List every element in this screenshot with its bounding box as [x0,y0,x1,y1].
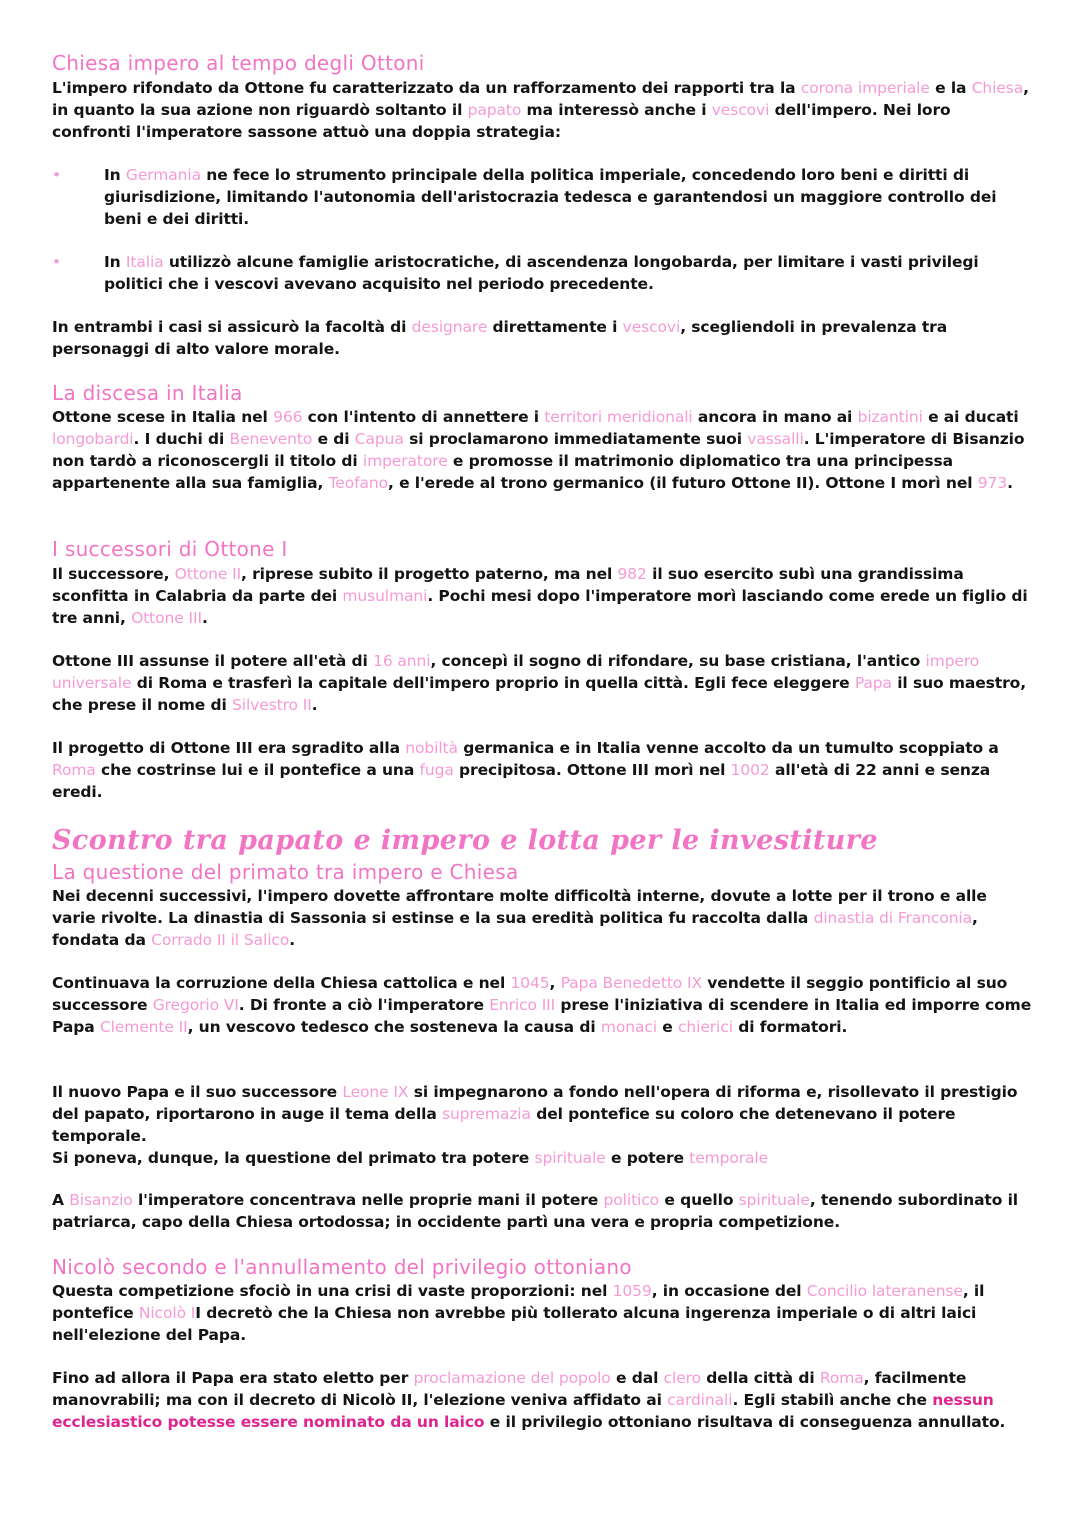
keyword-highlight: Roma [819,1369,864,1387]
paragraph [52,972,1032,1038]
keyword-highlight: imperatore [362,452,448,470]
text-run: . I duchi di [133,430,230,448]
text-run: il suo maestro, che prese il nome di [52,674,1026,714]
keyword-highlight: politico [603,1191,660,1209]
text-run: ancora in mano ai [692,408,858,426]
text-run: Il successore, [52,565,175,583]
text-run: ma interessò anche i [521,101,712,119]
text-run: In [104,166,126,184]
paragraph [52,406,1032,494]
keyword-highlight: monaci [600,1018,657,1036]
keyword-highlight: corona imperiale [800,79,930,97]
keyword-highlight: cardinali [667,1391,733,1409]
keyword-highlight: papato [467,101,522,119]
keyword-highlight: 982 [617,565,647,583]
keyword-highlight: 1002 [730,761,770,779]
text-run: ne fece lo strumento principale della politica imperiale, concedendo loro beni e diritti di giurisdizione, limitando l'autonomia dell'aristocrazia tedesca e garantendosi un maggiore controllo dei beni e dei diritti. [104,166,997,228]
text-run: e di [312,430,355,448]
keyword-highlight: proclamazione del popolo [413,1369,611,1387]
text-run: del pontefice su coloro che detenevano il potere temporale. [52,1105,956,1145]
text-run: della città di [700,1369,820,1387]
keyword-highlight: spirituale [534,1149,606,1167]
keyword-highlight: Papa [854,674,892,692]
keyword-highlight: Papa Benedetto IX [560,974,702,992]
text-run: che costrinse lui e il pontefice a una [95,761,420,779]
text-run: vendette il seggio pontificio al suo successore [52,974,1008,1014]
paragraph [52,1081,1032,1147]
keyword-highlight: Gregorio VI [152,996,239,1014]
keyword-highlight: longobardi [52,430,134,448]
text-run: l'imperatore concentrava nelle proprie mani il potere [132,1191,604,1209]
paragraph [52,737,1032,803]
keyword-highlight: Clemente II [99,1018,188,1036]
text-run: si proclamarono immediatamente suoi [403,430,748,448]
keyword-highlight: Leone IX [342,1083,409,1101]
text-run: e ai ducati [922,408,1019,426]
keyword-highlight: vassalli [747,430,804,448]
text-run: . L'imperatore di Bisanzio non tardò a riconoscergli il titolo di [52,430,1025,470]
keyword-highlight: Ottone III [131,609,202,627]
text-run: L'impero rifondato da Ottone fu caratterizzato da un rafforzamento dei rapporti tra la [52,79,801,97]
keyword-highlight: 1045 [510,974,550,992]
text-run: prese l'iniziativa di scendere in Italia ed imporre come Papa [52,996,1032,1036]
keyword-strong-highlight: nessun ecclesiastico potesse essere nominato da un laico [52,1391,994,1431]
paragraph [52,650,1032,716]
text-run: precipitosa. Ottone III morì nel [453,761,731,779]
paragraph [52,885,1032,951]
text-run: di formatori. [732,1018,848,1036]
text-run: , il pontefice [52,1282,985,1322]
paragraph [52,316,1032,360]
keyword-highlight: 16 anni [373,652,431,670]
text-run: dell'impero. Nei loro confronti l'imperatore sassone attuò una doppia strategia: [52,101,951,141]
text-run: e la [929,79,972,97]
paragraph [52,1367,1032,1433]
keyword-highlight: Teofano [328,474,388,492]
keyword-highlight: nobiltà [405,739,458,757]
section-title-primato: La questione del primato tra impero e Chiesa [52,860,519,884]
section-title-discesa: La discesa in Italia [52,381,243,405]
text-run: Ottone III assunse il potere all'età di [52,652,374,670]
text-run: Si poneva, dunque, la questione del primato tra potere [52,1149,535,1167]
chapter-title-scontro: Scontro tra papato e impero e lotta per le investiture [52,825,878,856]
section-title-successori: I successori di Ottone I [52,537,288,561]
paragraph [52,1280,1032,1346]
text-run: e potere [605,1149,690,1167]
text-run: I decretò che la Chiesa non avrebbe più tollerato alcuna ingerenza imperiale o di altri laici nell'elezione del Papa. [52,1304,977,1344]
keyword-highlight: fuga [419,761,454,779]
keyword-highlight: impero universale [52,652,980,692]
paragraph [52,1147,1032,1169]
keyword-highlight: Corrado II il Salico [151,931,290,949]
section-title-chiesa-impero: Chiesa impero al tempo degli Ottoni [52,51,425,75]
text-run: il suo esercito subì una grandissima sconfitta in Calabria da parte dei [52,565,964,605]
strategy-list [52,164,1032,230]
text-run: , scegliendoli in prevalenza tra personaggi di alto valore morale. [52,318,948,358]
text-run: , [549,974,561,992]
text-run: , facilmente manovrabili; ma con il decreto di Nicolò II, l'elezione veniva affidato ai [52,1369,967,1409]
text-run: , tenendo subordinato il patriarca, capo della Chiesa ortodossa; in occidente partì una vera e propria competizione. [52,1191,1019,1231]
text-run: e promosse il matrimonio diplomatico tra una principessa appartenente alla sua famiglia, [52,452,953,492]
text-run: utilizzò alcune famiglie aristocratiche, di ascendenza longobarda, per limitare i vasti privilegi politici che i vescovi avevano acquisito nel periodo precedente. [104,253,979,293]
bullet-dot: • [52,166,62,184]
keyword-highlight: Nicolò I [138,1304,196,1322]
keyword-highlight: spirituale [738,1191,810,1209]
text-run: Nei decenni successivi, l'impero dovette affrontare molte difficoltà interne, dovute a lotte per il trono e alle varie rivolte. La dinastia di Sassonia si estinse e la sua eredità politica fu raccolta dalla [52,887,987,927]
text-run: Il progetto di Ottone III era sgradito alla [52,739,406,757]
keyword-highlight: clero [663,1369,701,1387]
text-run: . Pochi mesi dopo l'imperatore morì lasciando come erede un figlio di tre anni, [52,587,1028,627]
text-run: , concepì il sogno di rifondare, su base cristiana, l'antico [430,652,926,670]
keyword-highlight: Chiesa [971,79,1024,97]
bullet-dot: • [52,253,62,271]
list-item-germania [52,164,1032,230]
keyword-highlight: 966 [273,408,303,426]
text-run: e [656,1018,678,1036]
text-run: con l'intento di annettere i [302,408,545,426]
text-run: . Di fronte a ciò l'imperatore [238,996,490,1014]
text-run: A [52,1191,70,1209]
keyword-highlight: musulmani [342,587,428,605]
text-run: direttamente i [487,318,623,336]
text-run: germanica e in Italia venne accolto da un tumulto scoppiato a [457,739,999,757]
paragraph [52,1189,1032,1233]
keyword-highlight: Ottone II [174,565,242,583]
text-run: Fino ad allora il Papa era stato eletto per [52,1369,414,1387]
keyword-highlight: Germania [125,166,201,184]
text-run: . Egli stabilì anche che [732,1391,933,1409]
text-run: , in occasione del [651,1282,807,1300]
keyword-highlight: Enrico III [489,996,556,1014]
text-run: , fondata da [52,909,978,949]
keyword-highlight: Benevento [229,430,313,448]
text-run: , riprese subito il progetto paterno, ma nel [241,565,618,583]
keyword-highlight: 973 [977,474,1008,492]
text-run: di Roma e trasferì la capitale dell'impero proprio in quella città. Egli fece eleggere [131,674,855,692]
keyword-highlight: Roma [52,761,96,779]
text-run: , un vescovo tedesco che sosteneva la causa di [187,1018,601,1036]
text-run: In entrambi i casi si assicurò la facoltà di [52,318,412,336]
keyword-highlight: Capua [354,430,404,448]
keyword-highlight: bizantini [857,408,923,426]
list-item-text [104,253,979,293]
text-run: . [311,696,318,714]
text-run: In [104,253,126,271]
text-run: , e l'erede al trono germanico (il futuro Ottone II). Ottone I morì nel [388,474,978,492]
text-run: e quello [659,1191,739,1209]
keyword-highlight: dinastia di Franconia [813,909,973,927]
text-run: . [1007,474,1013,492]
keyword-highlight: Silvestro II [232,696,312,714]
section-title-nicolo: Nicolò secondo e l'annullamento del privilegio ottoniano [52,1255,632,1279]
keyword-highlight: Bisanzio [69,1191,133,1209]
text-run: e dal [610,1369,664,1387]
text-run: Il nuovo Papa e il suo successore [52,1083,343,1101]
text-run: Ottone scese in Italia nel [52,408,274,426]
keyword-highlight: vescovi [711,101,770,119]
text-run: all'età di 22 anni e senza eredi. [52,761,991,801]
keyword-highlight: Italia [125,253,164,271]
text-run: Continuava la corruzione della Chiesa cattolica e nel [52,974,511,992]
keyword-highlight: vescovi [622,318,681,336]
paragraph [52,563,1032,629]
keyword-highlight: supremazia [442,1105,531,1123]
text-run: si impegnarono a fondo nell'opera di riforma e, risollevato il prestigio del papato, riportarono in auge il tema della [52,1083,1018,1123]
text-run: e il privilegio ottoniano risultava di conseguenza annullato. [484,1413,1006,1431]
keyword-highlight: territori meridionali [544,408,693,426]
list-item-italia [52,251,1032,295]
paragraph [52,77,1032,143]
text-run: , in quanto la sua azione non riguardò soltanto il [52,79,1029,119]
text-run: Questa competizione sfociò in una crisi di vaste proporzioni: nel [52,1282,613,1300]
keyword-highlight: 1059 [612,1282,652,1300]
text-run: . [289,931,295,949]
list-item-text [104,166,996,228]
keyword-highlight: Concilio lateranense [806,1282,963,1300]
strategy-list [52,251,1032,295]
keyword-highlight: temporale [689,1149,769,1167]
keyword-highlight: designare [411,318,488,336]
text-run: . [201,609,208,627]
keyword-highlight: chierici [678,1018,733,1036]
